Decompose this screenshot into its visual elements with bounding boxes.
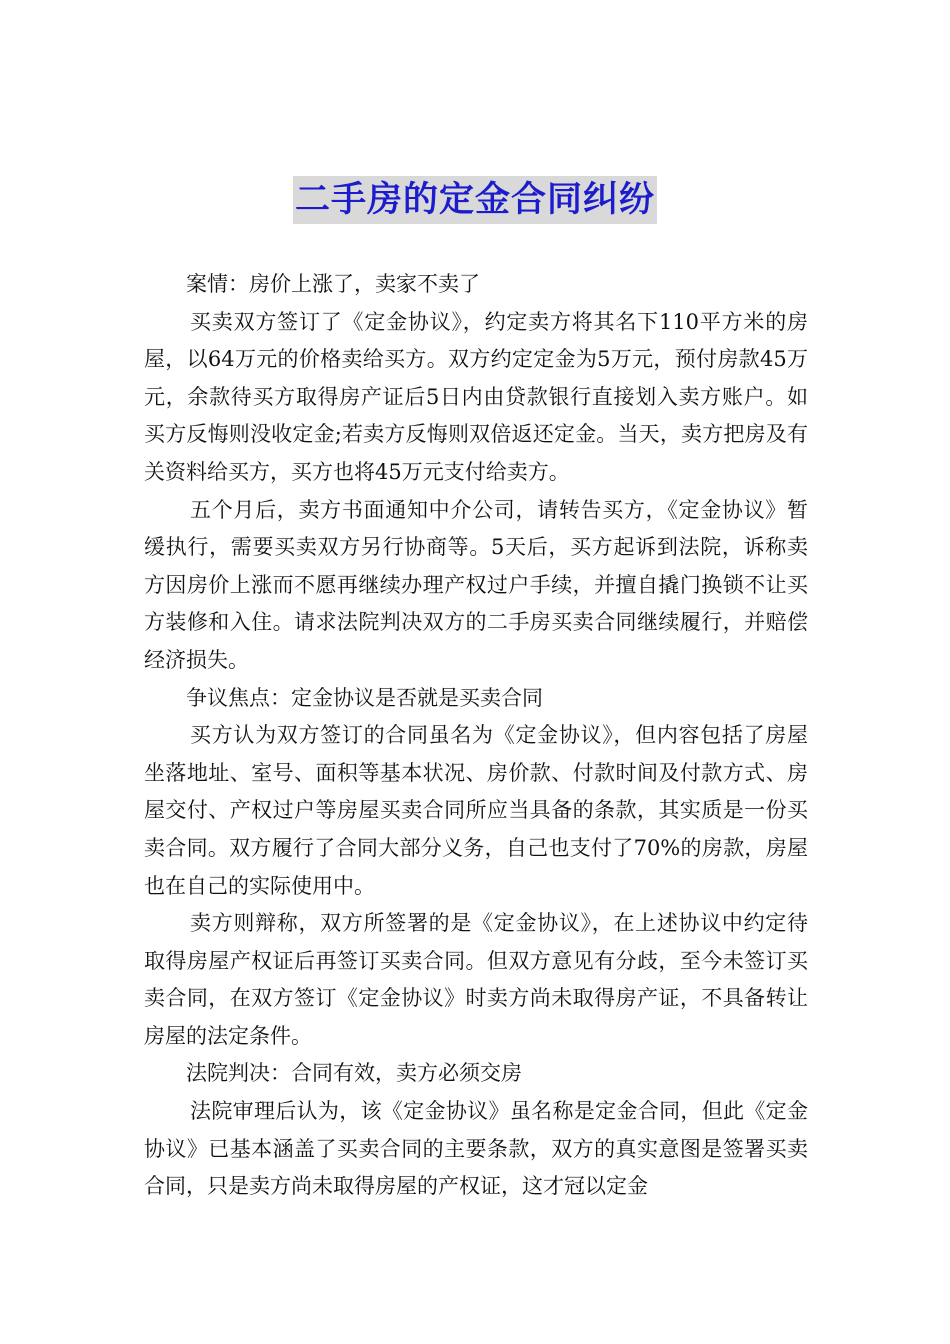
document-title: 二手房的定金合同纠纷 xyxy=(293,176,657,224)
paragraph-case-2: 五个月后，卖方书面通知中介公司，请转告买方，《定金协议》暂缓执行，需要买卖双方另行协商等。5天后，买方起诉到法院，诉称卖方因房价上涨而不愿再继续办理产权过户手续，并擅自撬门换锁不让买方装修和入住。请求法院判决双方的二手房买卖合同继续履行，并赔偿经济损失。 xyxy=(144,497,808,672)
title-container xyxy=(0,176,950,224)
paragraph-judgment: 法院审理后认为，该《定金协议》虽名称是定金合同，但此《定金协议》已基本涵盖了买卖合同的主要条款，双方的真实意图是签署买卖合同，只是卖方尚未取得房屋的产权证，这才冠以定金 xyxy=(144,1099,808,1199)
section-heading-dispute: 争议焦点：定金协议是否就是买卖合同 xyxy=(186,685,543,710)
paragraph-case-1: 买卖双方签订了《定金协议》，约定卖方将其名下110平方米的房屋，以64万元的价格卖给买方。双方约定定金为5万元，预付房款45万元，余款待买方取得房产证后5日内由贷款银行直接划入卖方账户。如买方反悔则没收定金;若卖方反悔则双倍返还定金。当天，卖方把房及有关资料给买方，买方也将45万元支付给卖方。 xyxy=(144,309,808,484)
document-body xyxy=(144,266,808,1206)
paragraph-seller-argument: 卖方则辩称，双方所签署的是《定金协议》，在上述协议中约定待取得房屋产权证后再签订买卖合同。但双方意见有分歧，至今未签订买卖合同，在双方签订《定金协议》时卖方尚未取得房产证，不具备转让房屋的法定条件。 xyxy=(144,911,808,1048)
section-heading-judgment: 法院判决：合同有效，卖方必须交房 xyxy=(186,1061,522,1086)
paragraph-buyer-argument: 买方认为双方签订的合同虽名为《定金协议》，但内容包括了房屋坐落地址、室号、面积等基本状况、房价款、付款时间及付款方式、房屋交付、产权过户等房屋买卖合同所应当具备的条款，其实质是一份买卖合同。双方履行了合同大部分义务，自己也支付了70%的房款，房屋也在自己的实际使用中。 xyxy=(144,723,808,898)
section-heading-case: 案情：房价上涨了，卖家不卖了 xyxy=(186,272,480,296)
